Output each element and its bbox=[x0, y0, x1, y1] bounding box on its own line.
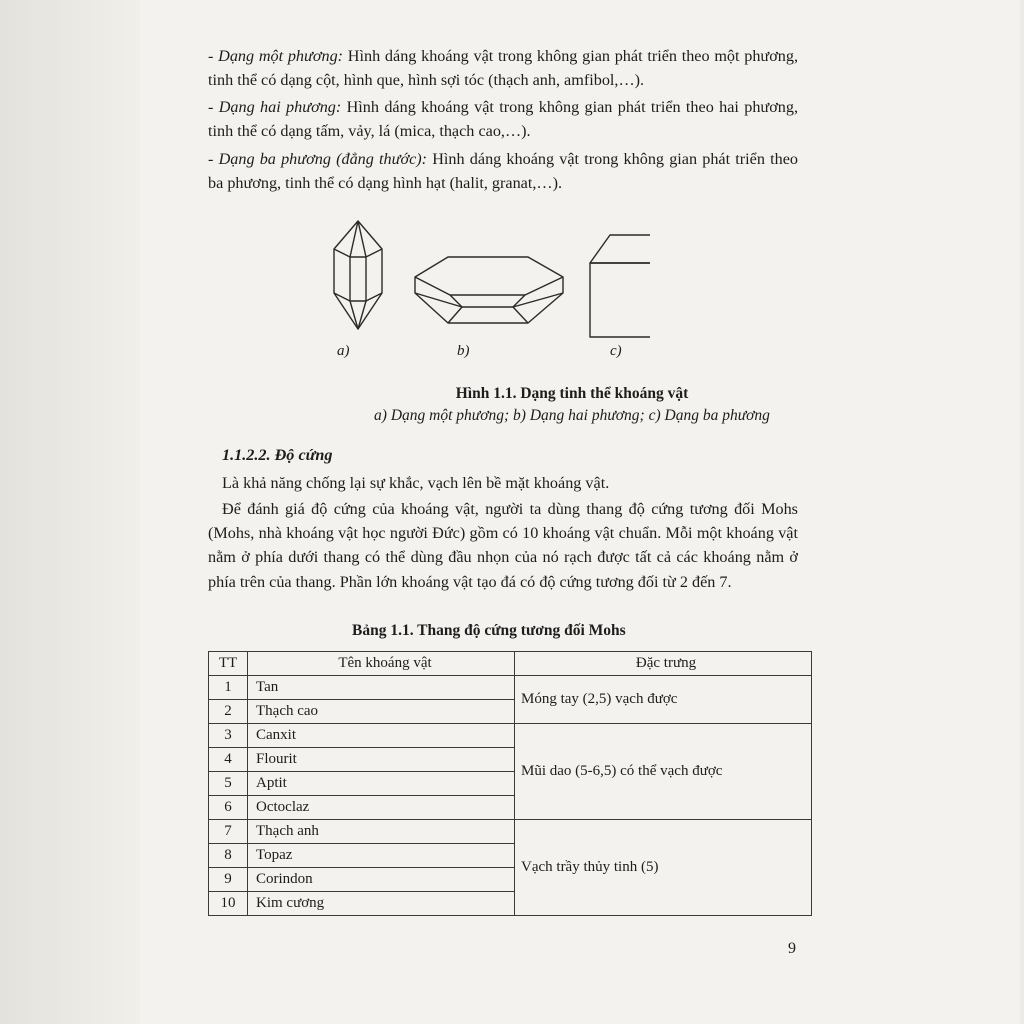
crystal-cube-icon bbox=[590, 235, 650, 337]
text-two-direction: Hình dáng khoáng vật trong không gian phát triển theo hai phương, tinh thể có dạng tấm, vảy, lá (mica, thạch cao,…). bbox=[208, 98, 798, 141]
hardness-description: Để đánh giá độ cứng của khoáng vật, người ta dùng thang độ cứng tương đối Mohs (Mohs, nhà khoáng vật học người Đức) gồm có 10 khoáng vật chuẩn. Mỗi một khoáng vật nằm ở phía dưới thang có thể dùng đầu nhọn của nó rạch được tất cả các khoáng nằm ở phía trên của thang. Phần lớn khoáng vật tạo đá có độ cứng tương đối từ 2 đến 7. bbox=[208, 500, 798, 591]
paragraph-one-direction bbox=[208, 44, 798, 92]
row-number: 1 bbox=[209, 676, 248, 700]
text-three-direction: Hình dáng khoáng vật trong không gian phát triển theo ba phương, tinh thể có dạng hình hạt (halit, granat,…). bbox=[208, 150, 798, 193]
row-number: 2 bbox=[209, 700, 248, 724]
row-number: 6 bbox=[209, 796, 248, 820]
row-number: 8 bbox=[209, 844, 248, 868]
figure-caption-bold: Hình 1.1. Dạng tinh thể khoáng vật bbox=[455, 385, 689, 402]
crystal-figures bbox=[320, 215, 650, 345]
figure-label-a: a) bbox=[337, 343, 350, 359]
text-one-direction: Hình dáng khoáng vật trong không gian phát triển theo một phương, tinh thể có dạng cột, hình que, hình sợi tóc (thạch anh, amfibol,…). bbox=[208, 47, 798, 90]
feature-glass: Vạch trầy thủy tinh (5) bbox=[515, 820, 812, 916]
mineral-name: Topaz bbox=[248, 844, 515, 868]
section-heading: 1.1.2.2. Độ cứng bbox=[222, 446, 333, 464]
term-three-direction: - Dạng ba phương (đẳng thước): bbox=[208, 150, 428, 168]
term-two-direction: - Dạng hai phương: bbox=[208, 98, 342, 116]
mineral-name: Thạch anh bbox=[248, 820, 515, 844]
table-title: Bảng 1.1. Thang độ cứng tương đối Mohs bbox=[352, 622, 626, 639]
mineral-name: Aptit bbox=[248, 772, 515, 796]
mineral-name: Thạch cao bbox=[248, 700, 515, 724]
page-number: 9 bbox=[788, 940, 796, 957]
header-tt: TT bbox=[209, 652, 248, 676]
mineral-name: Flourit bbox=[248, 748, 515, 772]
header-mineral-name: Tên khoáng vật bbox=[248, 652, 515, 676]
page-gutter bbox=[0, 0, 140, 1024]
row-number: 7 bbox=[209, 820, 248, 844]
paragraph-two-direction bbox=[208, 95, 798, 143]
row-number: 4 bbox=[209, 748, 248, 772]
term-one-direction: - Dạng một phương: bbox=[208, 47, 344, 65]
figure-label-b: b) bbox=[457, 343, 470, 359]
header-feature: Đặc trưng bbox=[515, 652, 812, 676]
hardness-definition: Là khả năng chống lại sự khắc, vạch lên bề mặt khoáng vật. bbox=[222, 474, 610, 492]
figure-caption-title bbox=[60, 385, 1024, 403]
mineral-name: Corindon bbox=[248, 868, 515, 892]
row-number: 3 bbox=[209, 724, 248, 748]
table-row bbox=[209, 676, 812, 700]
table-row bbox=[209, 724, 812, 748]
table-row bbox=[209, 820, 812, 844]
mohs-table bbox=[208, 651, 812, 916]
paragraph-three-direction bbox=[208, 147, 798, 195]
figure-label-c: c) bbox=[610, 343, 622, 359]
feature-fingernail: Móng tay (2,5) vạch được bbox=[515, 676, 812, 724]
mineral-name: Kim cương bbox=[248, 892, 515, 916]
row-number: 5 bbox=[209, 772, 248, 796]
crystal-tablet-icon bbox=[415, 257, 563, 323]
row-number: 10 bbox=[209, 892, 248, 916]
mineral-name: Octoclaz bbox=[248, 796, 515, 820]
mineral-name: Canxit bbox=[248, 724, 515, 748]
figure-caption-subtitle: a) Dạng một phương; b) Dạng hai phương; c) Dạng ba phương bbox=[374, 407, 770, 424]
mineral-name: Tan bbox=[248, 676, 515, 700]
table-header-row bbox=[209, 652, 812, 676]
row-number: 9 bbox=[209, 868, 248, 892]
feature-knife: Mũi dao (5-6,5) có thể vạch được bbox=[515, 724, 812, 820]
crystal-prism-icon bbox=[334, 221, 382, 329]
